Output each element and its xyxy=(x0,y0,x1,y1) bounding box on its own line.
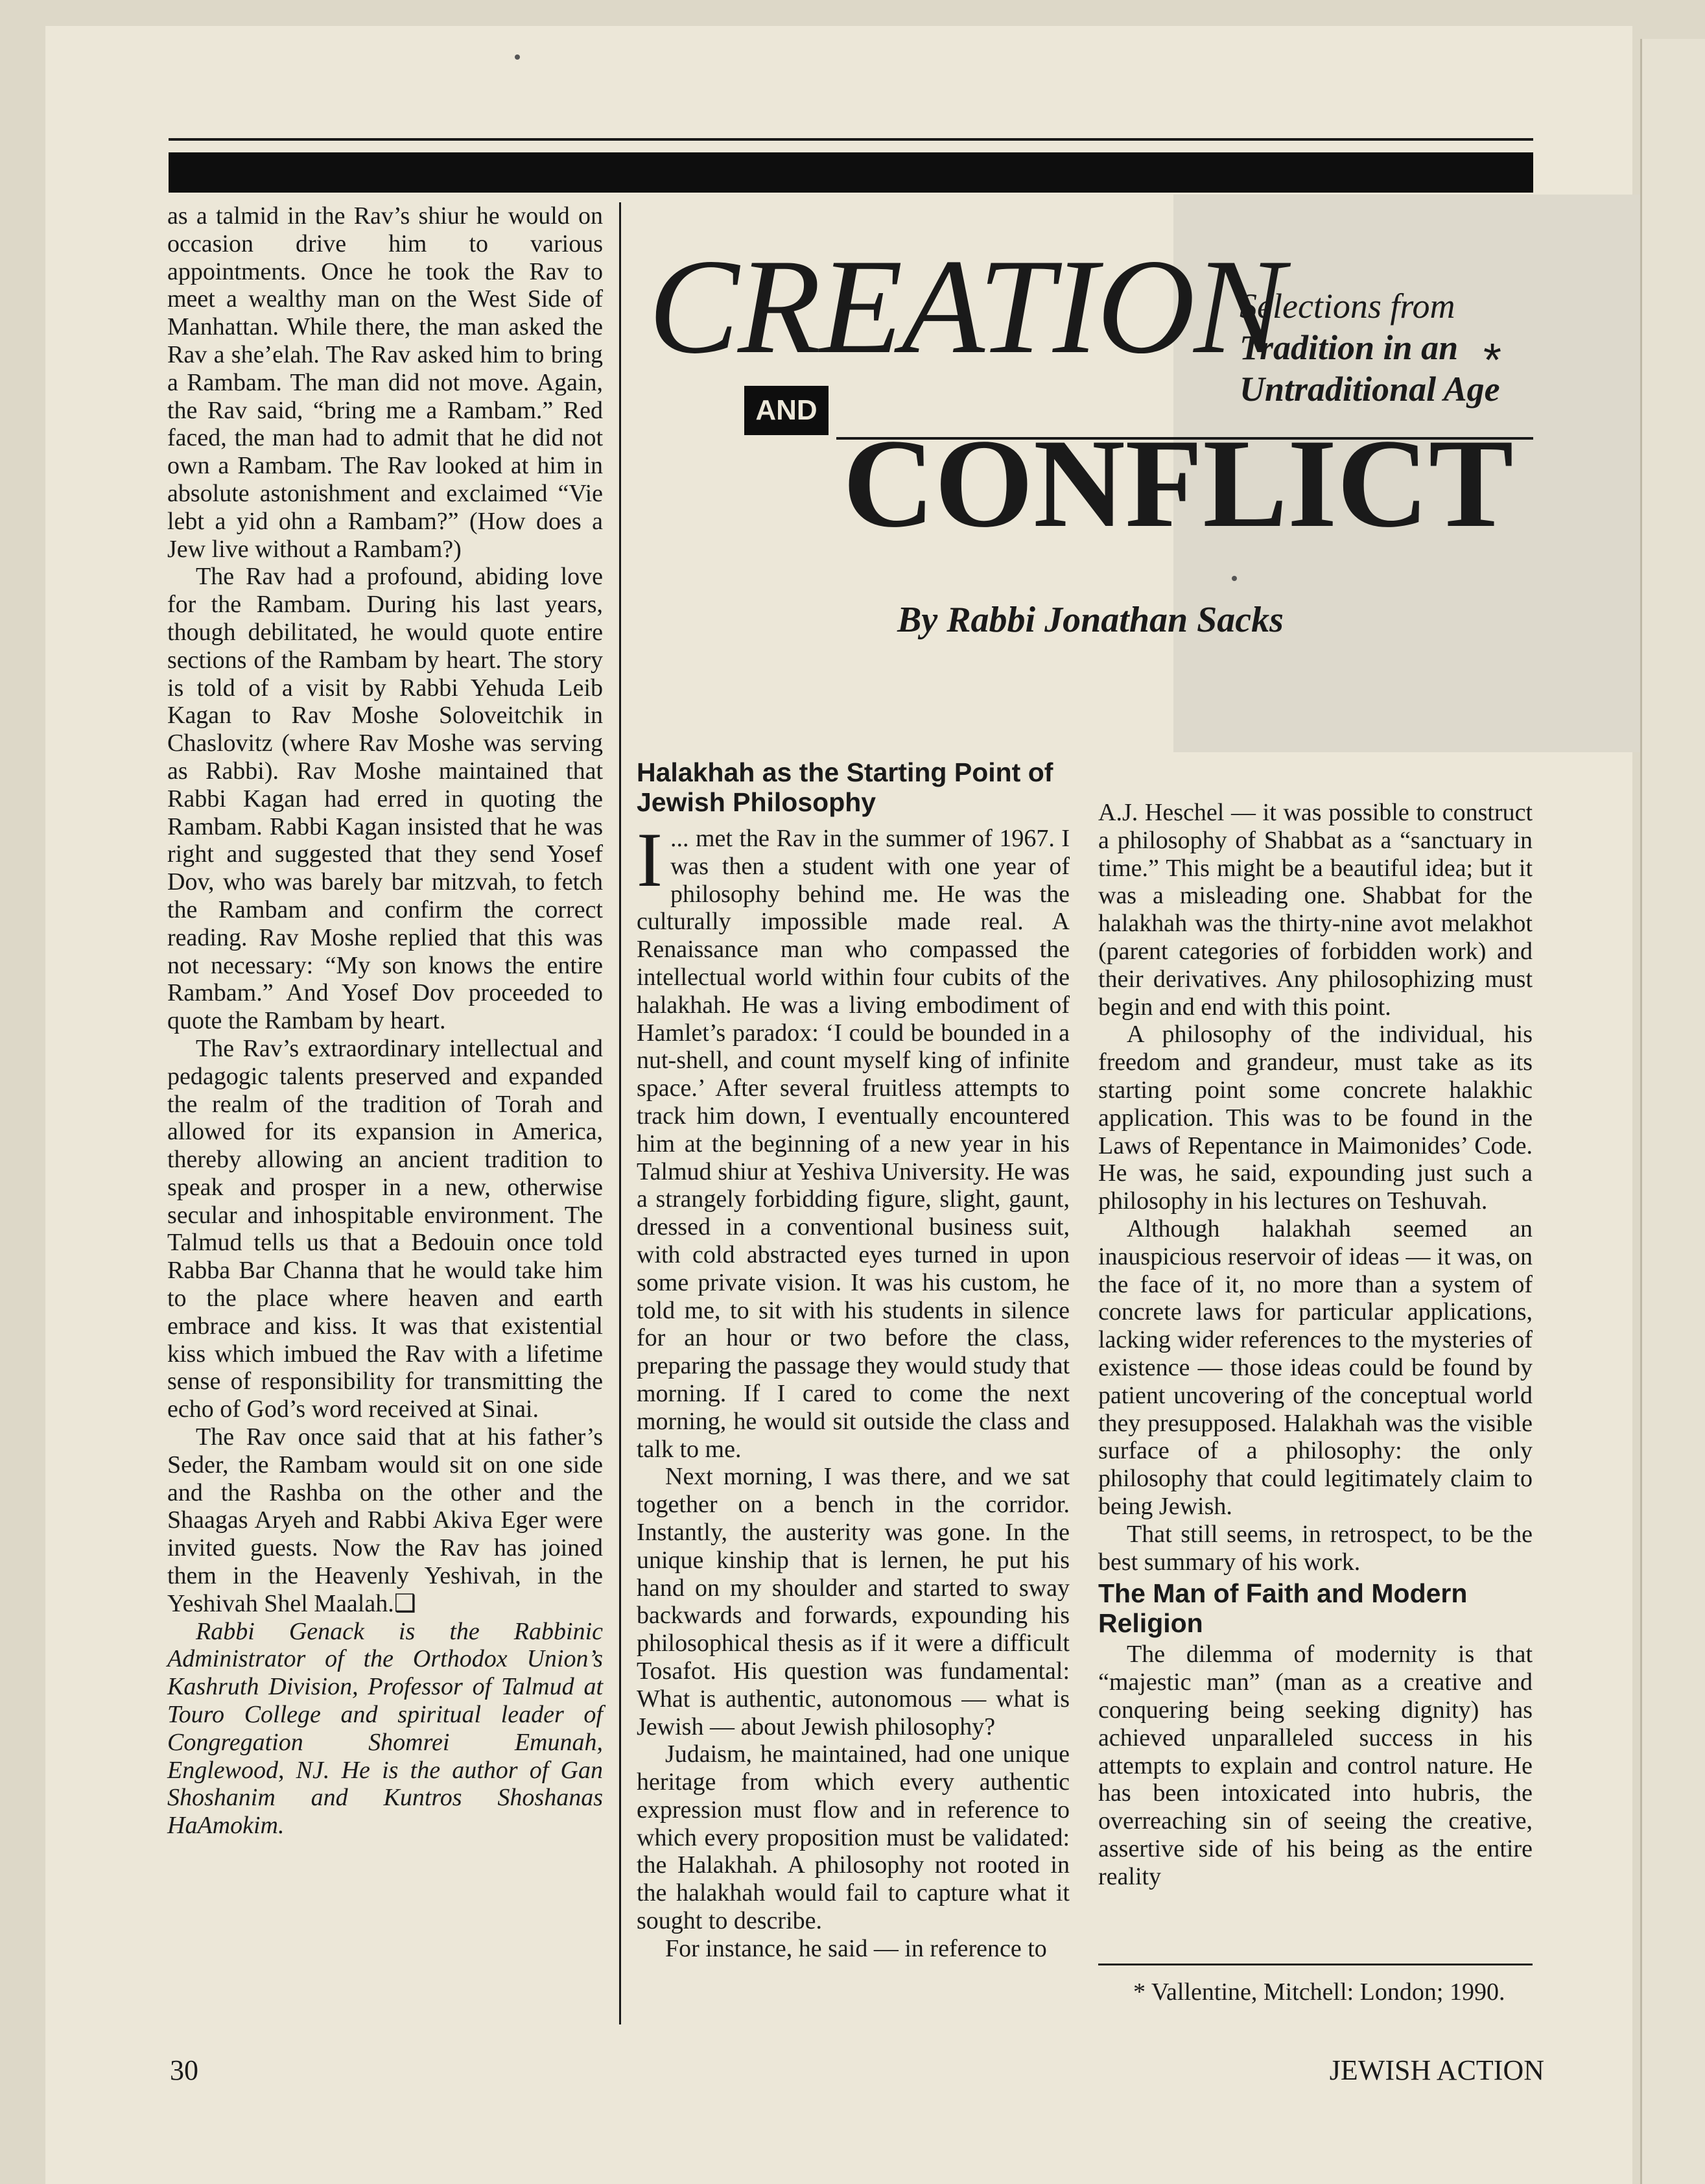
column-divider xyxy=(619,202,621,2024)
print-speck xyxy=(515,54,520,60)
author-bio: Rabbi Genack is the Rabbinic Administrator of the Orthodox Union’s Kashruth Division, Professor of Talmud at Touro College and spiritual leader of Congregation Shomrei Emunah, Englewood, NJ. He is the author of Gan Shoshanim and Kuntros Shoshanas HaAmokim. xyxy=(167,1617,603,1840)
left-paragraph-4: The Rav once said that at his father’s Seder, the Rambam would sit on one side and the Rashba on the other and the Shaagas Aryeh and Rabbi Akiva Eger were invited guests. Now the Rav has joined them in the Heavenly Yeshivah, in the Yeshivah Shel Maalah.❑ xyxy=(167,1423,603,1617)
title-creation: CREATION xyxy=(648,231,1284,382)
drop-cap: I xyxy=(637,816,663,903)
subtitle xyxy=(1240,285,1525,410)
subtitle-line-1: Selections from xyxy=(1240,287,1455,326)
right-paragraph-1: A.J. Heschel — it was possible to construct a philosophy of Shabbat as a “sanctuary in time.” This might be a beautiful idea; but it was a misleading one. Shabbat for the halakhah was the thirty-nine avot melakhot (parent categories of forbidden work) and their derivatives. Any philosophizing must begin and end with this point. xyxy=(1098,799,1533,1021)
section-heading-man-of-faith: The Man of Faith and Modern Religion xyxy=(1098,1578,1468,1639)
left-paragraph-3: The Rav’s extraordinary intellectual and pedagogic talents preserved and expanded the realm of the tradition of Torah and allowed for its expansion in America, thereby allowing an ancient tradition to speak and prosper in a new, otherwise secular and inhospitable environment. The Talmud tells us that a Bedouin once told Rabba Bar Channa that he would take him to the place where heaven and earth embrace and kiss. It was that existential kiss which imbued the Rav with a lifetime sense of responsibility for transmitting the echo of God’s word received at Sinai. xyxy=(167,1034,603,1423)
right-paragraph-3: Although halakhah seemed an inauspicious reservoir of ideas — it was, on the face of it, no more than a system of concrete laws for particular applications, lacking wider references to the mysteries of existence — those ideas could be found by patient uncovering of the conceptual world they presupposed. Halakhah was the visible surface of a philosophy: the only philosophy that could legitimately claim to being Jewish. xyxy=(1098,1215,1533,1520)
header-band xyxy=(169,152,1533,193)
print-speck xyxy=(1232,576,1237,581)
left-paragraph-1: as a talmid in the Rav’s shiur he would on occasion drive him to various appointments. Once he took the Rav to meet a wealthy man on the West Side of Manhattan. While there, the man asked the Rav a she’elah. The Rav asked him to bring a Rambam. The man did not move. Again, the Rav said, “bring me a Rambam.” Red faced, the man had to admit that he did not own a Rambam. The Rav looked at him in absolute astonishment and exclaimed “Vie lebt a yid ohn a Rambam?” (How does a Jew live without a Rambam?) xyxy=(167,202,603,563)
middle-paragraph-1-text: met the Rav in the summer of 1967. I was then a student with one year of philosophy behind me. He was the culturally impossible made real. A Renaissance man who compassed the intellectual world within four cubits of the halakhah. He was a living embodiment of Hamlet’s paradox: ‘I could be bounded in a nut-shell, and count myself king of infinite space.’ After several fruitless attempts to track him down, I eventually encountered him at the beginning of a new year in his Talmud shiur at Yeshiva University. He was a strangely forbidding figure, slight, gaunt, dressed in a conventional business suit, with cold abstracted eyes turned in upon some private vision. It was his custom, he told me, to sit with his students in silence for an hour or two before the class, preparing the passage they would study that morning. If I cared to come the next morning, he would sit outside the class and talk to me. xyxy=(637,825,1070,1463)
title-conflict: CONFLICT xyxy=(843,413,1514,554)
right-column xyxy=(1098,799,1533,1890)
left-column xyxy=(167,202,603,1840)
page-number: 30 xyxy=(170,2054,198,2086)
byline: By Rabbi Jonathan Sacks xyxy=(897,600,1284,640)
middle-paragraph-1 xyxy=(637,816,1070,1463)
section-heading-halakhah: Halakhah as the Starting Point of Jewish Philosophy xyxy=(637,757,1053,817)
publication-name: JEWISH ACTION xyxy=(1329,2054,1544,2086)
header-rule xyxy=(169,138,1533,141)
footnote: * Vallentine, Mitchell: London; 1990. xyxy=(1133,1978,1505,2006)
title-and-box: AND xyxy=(744,386,829,435)
right-paragraph-5: The dilemma of modernity is that “majestic man” (man as a creative and conquering being seeking dignity) has achieved unparalleled success in his attempts to explain and control nature. He has been intoxicated into hubris, the overreaching sin of seeing the creative, assertive side of his being as the entire reality xyxy=(1098,1641,1533,1890)
right-paragraph-4: That still seems, in retrospect, to be the best summary of his work. xyxy=(1098,1520,1533,1576)
right-paragraph-2: A philosophy of the individual, his freedom and grandeur, must take as its starting point some concrete halakhic application. This was to be found in the Laws of Repentance in Maimonides’ Code. He was, he said, expounding just such a philosophy in his lectures on Teshuvah. xyxy=(1098,1021,1533,1215)
ellipsis-lead: ... xyxy=(670,825,689,852)
middle-paragraph-4: For instance, he said — in reference to xyxy=(665,1934,1047,1962)
facing-page-edge xyxy=(1640,39,1705,2184)
footnote-rule xyxy=(1098,1964,1533,1965)
middle-paragraph-2: Next morning, I was there, and we sat together on a bench in the corridor. Instantly, the austerity was gone. In the unique kinship that is lernen, he put his hand on my shoulder and started to sway backwards and forwards, expounding his philosophical thesis as if it were a difficult Tosafot. His question was fundamental: What is authentic, autonomous — what is Jewish — about Jewish philosophy? xyxy=(637,1463,1070,1740)
middle-column xyxy=(637,757,1070,1963)
middle-paragraph-3: Judaism, he maintained, had one unique heritage from which every authentic expression must flow and in reference to which every proposition must be validated: the Halakhah. A philosophy not rooted in the halakhah would fail to capture what it sought to describe. xyxy=(637,1740,1070,1935)
footnote-asterisk: * xyxy=(1483,335,1502,386)
subtitle-line-3: Untraditional Age xyxy=(1240,370,1500,409)
subtitle-line-2: Tradition in an xyxy=(1240,328,1459,367)
left-paragraph-2: The Rav had a profound, abiding love for the Rambam. During his last years, though debilitated, he would quote entire sections of the Rambam by heart. The story is told of a visit by Rabbi Yehuda Leib Kagan to Rav Moshe Soloveitchik in Chaslovitz (where Rav Moshe was serving as Rabbi). Rav Moshe maintained that Rabbi Kagan had erred in quoting the Rambam. Rabbi Kagan insisted that he was right and suggested that they send Yosef Dov, who was barely bar mitzvah, to fetch the Rambam and confirm the correct reading. Rav Moshe replied that this was not necessary: “My son knows the entire Rambam.” And Yosef Dov proceeded to quote the Rambam by heart. xyxy=(167,563,603,1035)
